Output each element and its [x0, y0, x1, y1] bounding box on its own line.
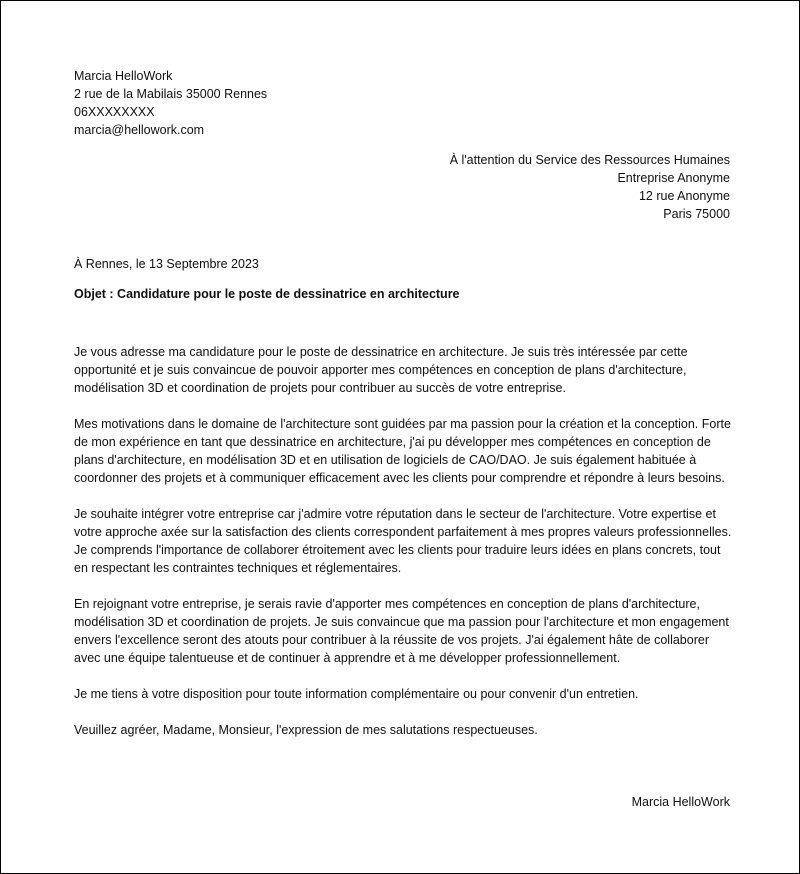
- body-paragraph: Je souhaite intégrer votre entreprise car j'admire votre réputation dans le secteur de l'architecture. Votre expertise et votre approche axée sur la satisfaction des clients correspondent parfaitement à mes propres valeurs professionnelles. Je comprends l'importance de collaborer étroitement avec les clients pour traduire leurs idées en plans concrets, tout en respectant les contraintes techniques et réglementaires.: [74, 507, 732, 575]
- recipient-company: Entreprise Anonyme: [617, 171, 730, 185]
- sender-block: [74, 67, 730, 139]
- closing-paragraph: Veuillez agréer, Madame, Monsieur, l'expression de mes salutations respectueuses.: [74, 723, 538, 737]
- recipient-city: Paris 75000: [663, 207, 730, 221]
- subject-line: Objet : Candidature pour le poste de dessinatrice en architecture: [74, 287, 460, 301]
- signature: Marcia HelloWork: [631, 795, 730, 809]
- recipient-block: [74, 151, 730, 223]
- date-line: À Rennes, le 13 Septembre 2023: [74, 257, 259, 271]
- sender-address: 2 rue de la Mabilais 35000 Rennes: [74, 87, 268, 101]
- body-paragraph: En rejoignant votre entreprise, je serais ravie d'apporter mes compétences en conception de plans d'architecture, modélisation 3D et coordination de projets. Je suis convaincue que ma passion pour l'architecture et mon engagement envers l'excellence seront des atouts pour contribuer à la réussite de vos projets. J'ai également hâte de collaborer avec une équipe talentueuse et de continuer à apprendre et à me développer professionnellement.: [74, 597, 729, 665]
- body-paragraph: Je me tiens à votre disposition pour toute information complémentaire ou pour convenir d'un entretien.: [74, 687, 639, 701]
- letter-body: [74, 343, 736, 757]
- body-paragraph: Je vous adresse ma candidature pour le poste de dessinatrice en architecture. Je suis très intéressée par cette opportunité et je suis convaincue de pouvoir apporter mes compétences en conception de plans d'architecture, modélisation 3D et coordination de projets pour contribuer au succès de votre entreprise.: [74, 345, 688, 395]
- sender-phone: 06XXXXXXXX: [74, 105, 155, 119]
- sender-email: marcia@hellowork.com: [74, 123, 205, 137]
- body-paragraph: Mes motivations dans le domaine de l'architecture sont guidées par ma passion pour la création et la conception. Forte de mon expérience en tant que dessinatrice en architecture, j'ai pu développer mes compétences en conception de plans d'architecture, en modélisation 3D et en utilisation de logiciels de CAO/DAO. Je suis également habituée à coordonner des projets et à communiquer efficacement avec les clients pour comprendre et répondre à leurs besoins.: [74, 417, 731, 485]
- recipient-street: 12 rue Anonyme: [638, 189, 730, 203]
- sender-name: Marcia HelloWork: [74, 69, 173, 83]
- recipient-attention: À l'attention du Service des Ressources Humaines: [449, 153, 730, 167]
